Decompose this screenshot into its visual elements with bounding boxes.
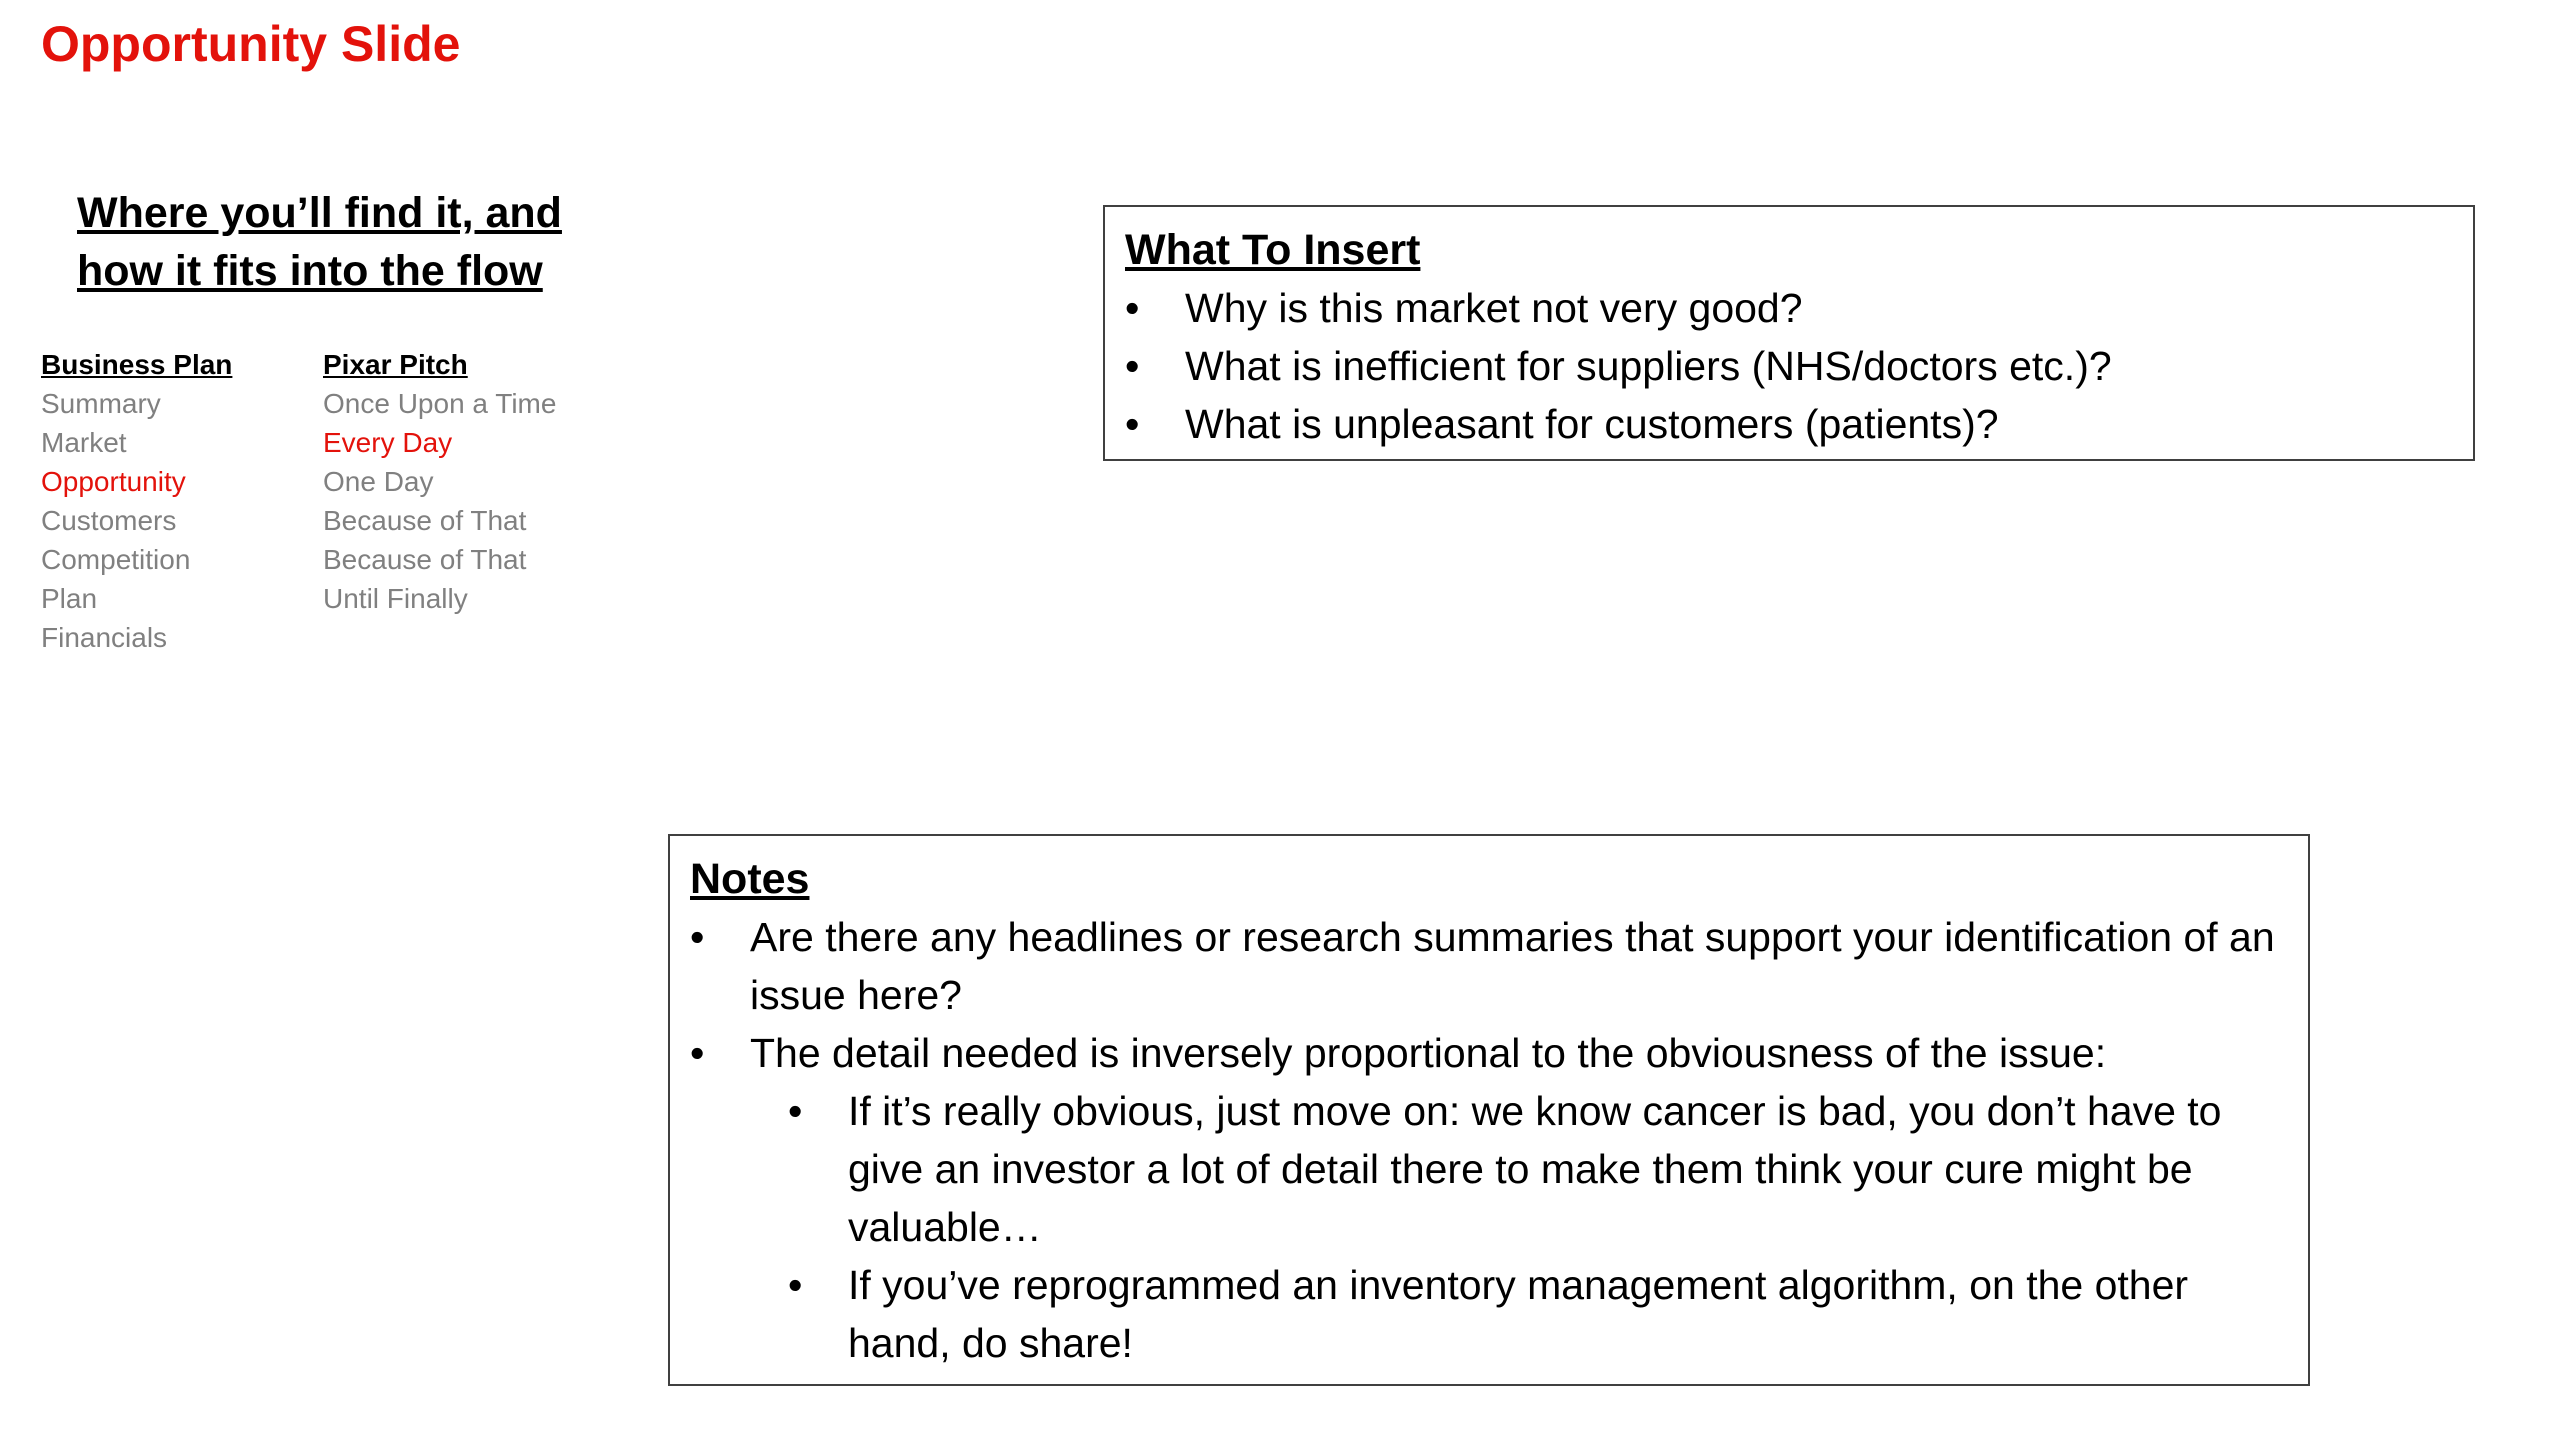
pixar-pitch-item-until-finally: Until Finally — [323, 583, 468, 614]
business-plan-heading: Business Plan — [41, 349, 233, 380]
flow-heading — [77, 184, 562, 300]
sub-list-item — [690, 1082, 2288, 1256]
business-plan-item-competition: Competition — [41, 544, 191, 575]
flow-heading-line-2: how it fits into the flow — [77, 247, 543, 295]
pixar-pitch-item-once-upon-a-time: Once Upon a Time — [323, 388, 557, 419]
list-item-text: The detail needed is inversely proportional to the obviousness of the issue: — [750, 1030, 2107, 1076]
pixar-pitch-item-every-day: Every Day — [323, 427, 453, 458]
slide-title: Opportunity Slide — [41, 16, 461, 72]
list-item — [690, 908, 2288, 1024]
business-plan-item-customers: Customers — [41, 505, 177, 536]
pixar-pitch-column — [323, 345, 556, 618]
list-item — [1125, 337, 2453, 395]
business-plan-item-financials: Financials — [41, 622, 168, 653]
business-plan-item-summary: Summary — [41, 388, 161, 419]
list-item — [1125, 395, 2453, 453]
notes-list — [690, 908, 2288, 1372]
bullet-icon: • — [1125, 285, 1140, 331]
business-plan-column — [41, 345, 232, 657]
pixar-pitch-item-because-of-that-1: Because of That — [323, 505, 527, 536]
business-plan-item-market: Market — [41, 427, 127, 458]
list-item-text: Why is this market not very good? — [1185, 285, 1803, 331]
bullet-icon: • — [690, 914, 705, 960]
business-plan-item-opportunity: Opportunity — [41, 466, 186, 497]
list-item-text: If you’ve reprogrammed an inventory management algorithm, on the other hand, do share! — [848, 1262, 2189, 1366]
list-item — [1125, 279, 2453, 337]
business-plan-item-plan: Plan — [41, 583, 98, 614]
list-item-text: What is unpleasant for customers (patients)? — [1185, 401, 1999, 447]
bullet-icon: • — [1125, 401, 1140, 447]
what-to-insert-box — [1103, 205, 2475, 461]
notes-box — [668, 834, 2310, 1386]
bullet-icon: • — [788, 1262, 803, 1308]
list-item-text: What is inefficient for suppliers (NHS/doctors etc.)? — [1185, 343, 2112, 389]
what-to-insert-list — [1125, 279, 2453, 453]
list-item-text: Are there any headlines or research summaries that support your identification of an issue here? — [750, 914, 2275, 1018]
pixar-pitch-item-because-of-that-2: Because of That — [323, 544, 527, 575]
pixar-pitch-heading: Pixar Pitch — [323, 349, 468, 380]
bullet-icon: • — [788, 1088, 803, 1134]
list-item — [690, 1024, 2288, 1082]
flow-heading-line-1: Where you’ll find it, and — [77, 189, 562, 237]
bullet-icon: • — [1125, 343, 1140, 389]
list-item-text: If it’s really obvious, just move on: we know cancer is bad, you don’t have to give an investor a lot of detail there to make them think your cure might be valuable… — [848, 1088, 2222, 1250]
pixar-pitch-item-one-day: One Day — [323, 466, 434, 497]
sub-list-item — [690, 1256, 2288, 1372]
what-to-insert-title: What To Insert — [1125, 226, 1421, 274]
notes-title: Notes — [690, 855, 810, 903]
bullet-icon: • — [690, 1030, 705, 1076]
